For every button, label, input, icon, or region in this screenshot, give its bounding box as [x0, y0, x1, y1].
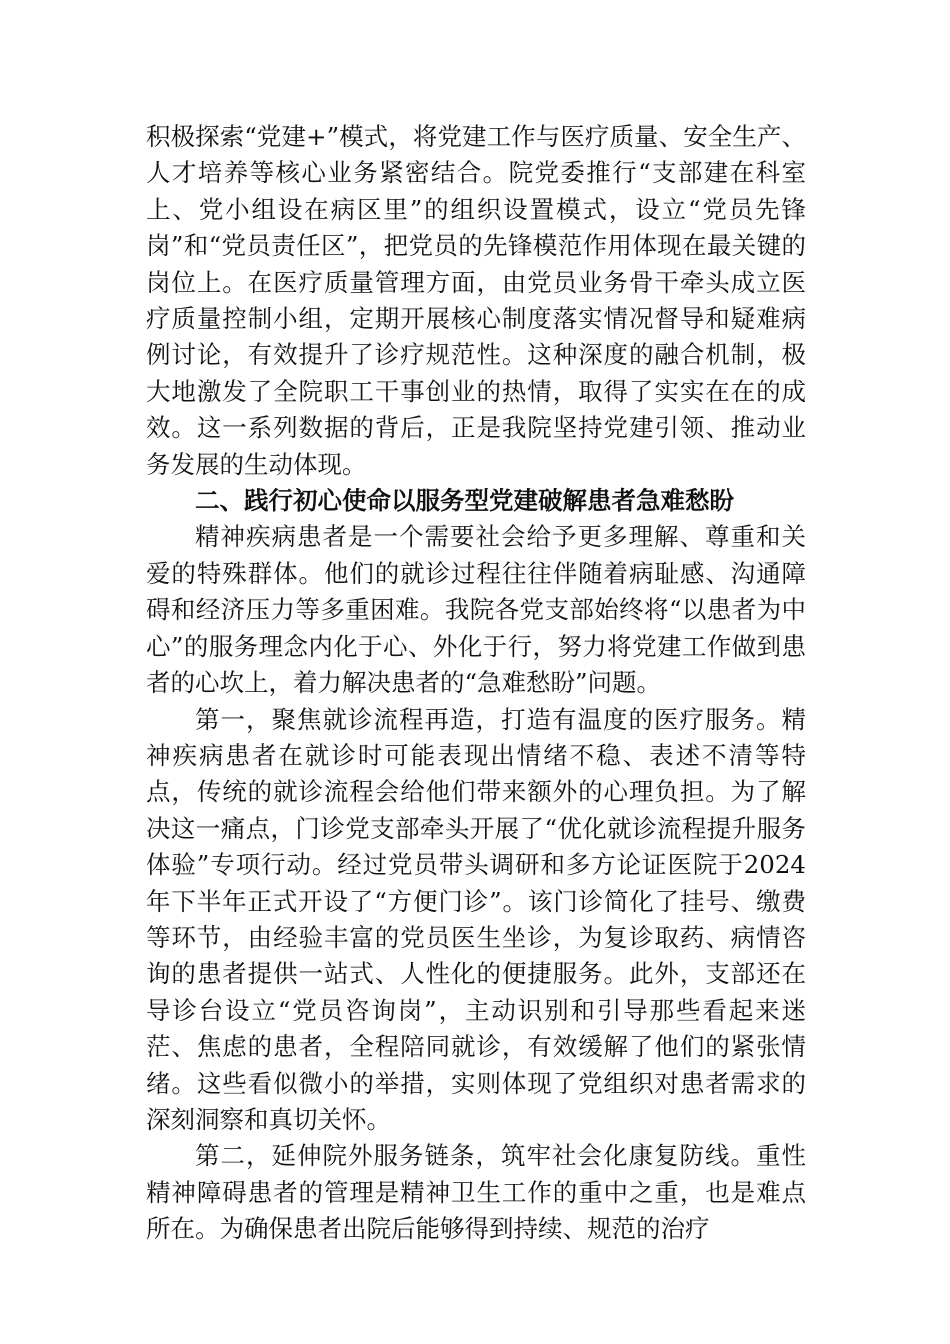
- paragraph-patient-group: 精神疾病患者是一个需要社会给予更多理解、尊重和关爱的特殊群体。他们的就诊过程往往伴随着病耻感、沟通障碍和经济压力等多重困难。我院各党支部始终将“以患者为中心”的服务理念内化于心、外化于行，努力将党建工作做到患者的心坎上，着力解决患者的“急难愁盼”问题。: [146, 522, 806, 698]
- paragraph-second-point: 第二，延伸院外服务链条，筑牢社会化康复防线。重性精神障碍患者的管理是精神卫生工作的重中之重，也是难点所在。为确保患者出院后能够得到持续、规范的治疗: [146, 1141, 806, 1244]
- paragraph-first-point: 第一，聚焦就诊流程再造，打造有温度的医疗服务。精神疾病患者在就诊时可能表现出情绪不稳、表述不清等特点，传统的就诊流程会给他们带来额外的心理负担。为了解决这一痛点，门诊党支部牵头开展了“优化就诊流程提升服务体验”专项行动。经过党员带头调研和多方论证医院于2024年下半年正式开设了“方便门诊”。该门诊简化了挂号、缴费等环节，由经验丰富的党员医生坐诊，为复诊取药、病情咨询的患者提供一站式、人性化的便捷服务。此外，支部还在导诊台设立“党员咨询岗”，主动识别和引导那些看起来迷茫、焦虑的患者，全程陪同就诊，有效缓解了他们的紧张情绪。这些看似微小的举措，实则体现了党组织对患者需求的深刻洞察和真切关怀。: [146, 704, 806, 1134]
- section-heading: 二、践行初心使命以服务型党建破解患者急难愁盼: [195, 486, 734, 516]
- paragraph-party-building-model: 积极探索“党建+”模式，将党建工作与医疗质量、安全生产、人才培养等核心业务紧密结合。院党委推行“支部建在科室上、党小组设在病区里”的组织设置模式，设立“党员先锋岗”和“党员责任区”，把党员的先锋模范作用体现在最关键的岗位上。在医疗质量管理方面，由党员业务骨干牵头成立医疗质量控制小组，定期开展核心制度落实情况督导和疑难病例讨论，有效提升了诊疗规范性。这种深度的融合机制，极大地激发了全院职工干事创业的热情，取得了实实在在的成效。这一系列数据的背后，正是我院坚持党建引领、推动业务发展的生动体现。: [146, 122, 806, 479]
- document-body: [146, 119, 806, 1248]
